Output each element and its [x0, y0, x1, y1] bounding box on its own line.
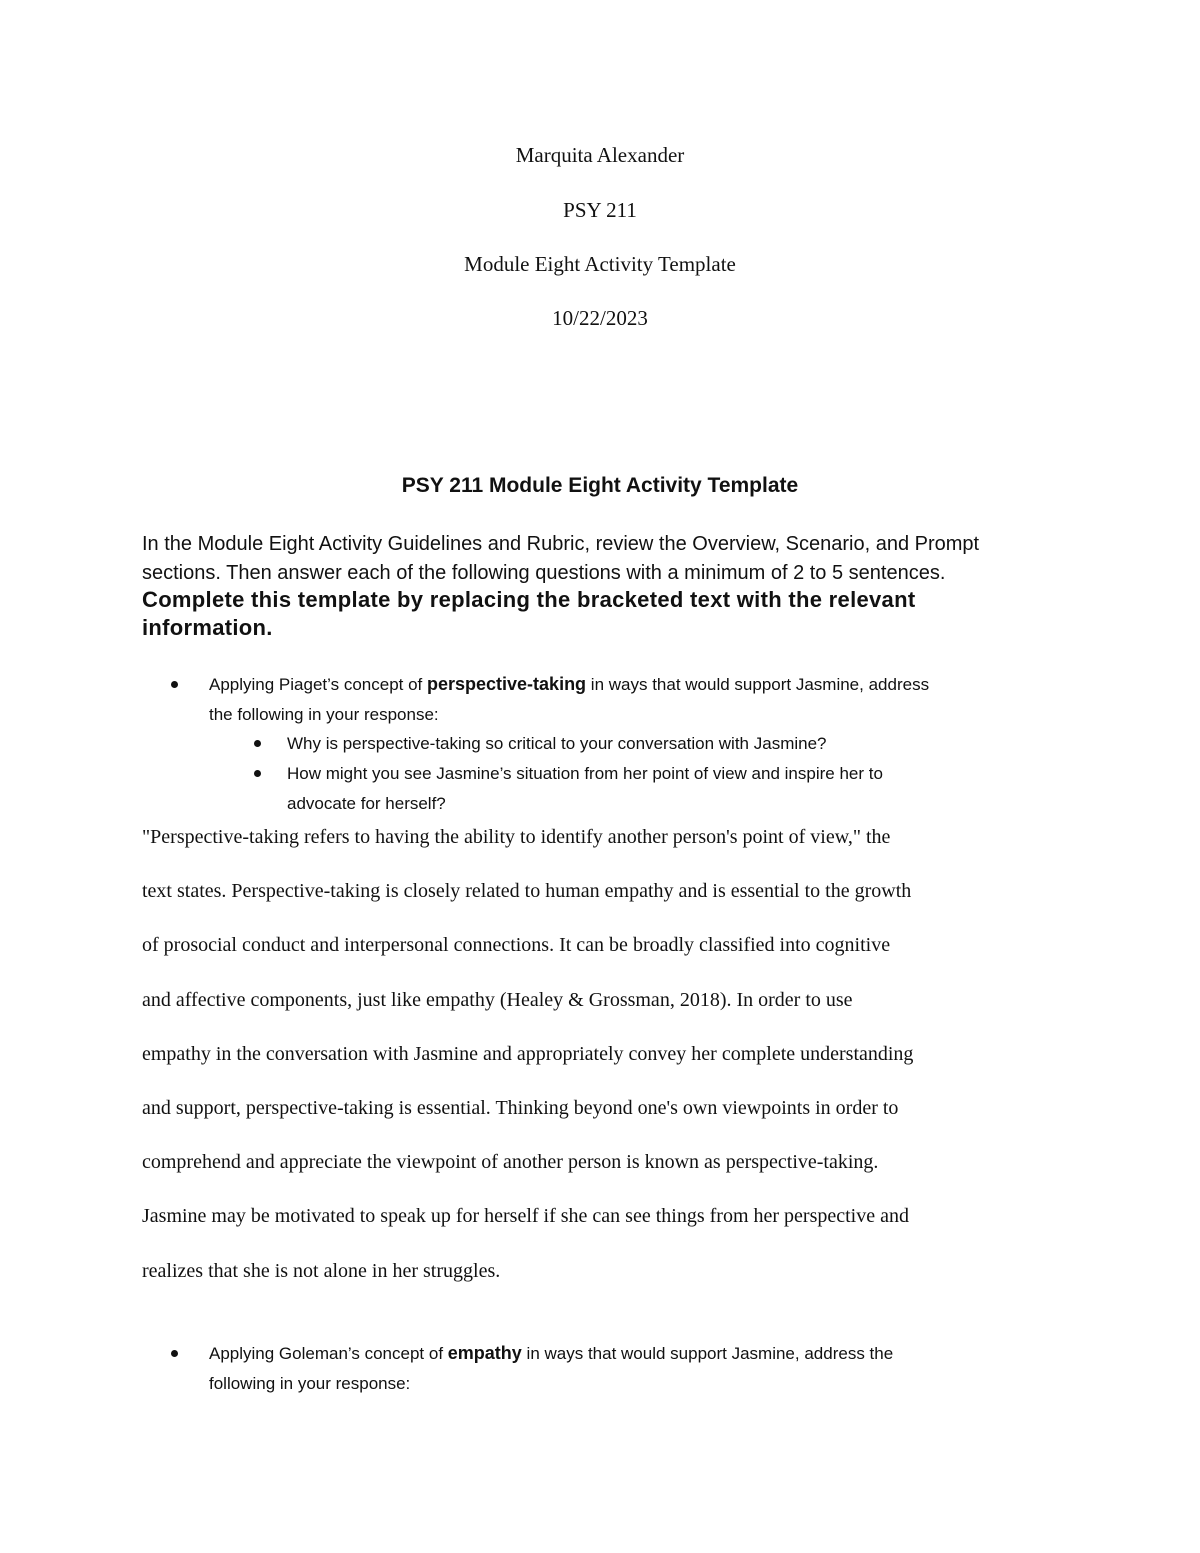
prompt2-line-2: following in your response:	[209, 1374, 411, 1393]
submission-date: 10/22/2023	[552, 306, 648, 330]
answer-1-line: empathy in the conversation with Jasmine and appropriately convey her complete understanding	[142, 1042, 914, 1065]
intro-line-2: sections. Then answer each of the following questions with a minimum of 2 to 5 sentences.	[142, 562, 946, 584]
prompt1-sub-2-line-1: How might you see Jasmine’s situation from her point of view and inspire her to	[287, 764, 883, 783]
prompt1-sub-2-line-2: advocate for herself?	[287, 794, 446, 813]
prompt1-pre: Applying Piaget’s concept of	[209, 675, 427, 694]
intro-line-1: In the Module Eight Activity Guidelines and Rubric, review the Overview, Scenario, and Prompt	[142, 533, 980, 555]
bullet-icon	[254, 740, 261, 747]
prompt2-post: in ways that would support Jasmine, address the	[521, 1344, 894, 1363]
answer-1-line: comprehend and appreciate the viewpoint of another person is known as perspective-taking.	[142, 1151, 879, 1174]
answer-1-line: realizes that she is not alone in her struggles.	[142, 1259, 501, 1282]
prompt1-post: in ways that would support Jasmine, address	[586, 675, 930, 694]
answer-1-line: of prosocial conduct and interpersonal connections. It can be broadly classified into cognitive	[142, 934, 891, 957]
answer-1-paragraph	[142, 810, 1052, 1298]
prompt1-line-2: the following in your response:	[209, 705, 439, 724]
assignment-name: Module Eight Activity Template	[464, 252, 736, 276]
answer-1-line: "Perspective-taking refers to having the ability to identify another person's point of view," the	[142, 826, 891, 848]
prompt2-line-1	[209, 1337, 1089, 1370]
course-code: PSY 211	[563, 198, 637, 222]
document-title: PSY 211 Module Eight Activity Template	[401, 474, 799, 497]
prompt1-keyword: perspective-taking	[427, 674, 587, 694]
answer-1-line: text states. Perspective-taking is closely related to human empathy and is essential to the growth	[142, 880, 912, 903]
answer-1-line: Jasmine may be motivated to speak up for herself if she can see things from her perspective and	[142, 1205, 909, 1228]
prompt2-pre: Applying Goleman’s concept of	[209, 1344, 448, 1363]
prompt1-sub-1: Why is perspective-taking so critical to your conversation with Jasmine?	[287, 734, 827, 753]
intro-complete-line-2: information.	[142, 615, 273, 640]
bullet-icon	[171, 1350, 178, 1357]
prompt2-keyword: empathy	[447, 1343, 522, 1363]
prompt1-line-1	[209, 668, 1089, 701]
answer-1-line: and support, perspective-taking is essential. Thinking beyond one's own viewpoints in order to	[142, 1097, 899, 1120]
intro-complete-line-1: Complete this template by replacing the bracketed text with the relevant	[142, 587, 916, 612]
author-name: Marquita Alexander	[515, 143, 685, 167]
bullet-icon	[254, 770, 261, 777]
answer-1-line: and affective components, just like empathy (Healey & Grossman, 2018). In order to use	[142, 988, 853, 1011]
bullet-icon	[171, 681, 178, 688]
